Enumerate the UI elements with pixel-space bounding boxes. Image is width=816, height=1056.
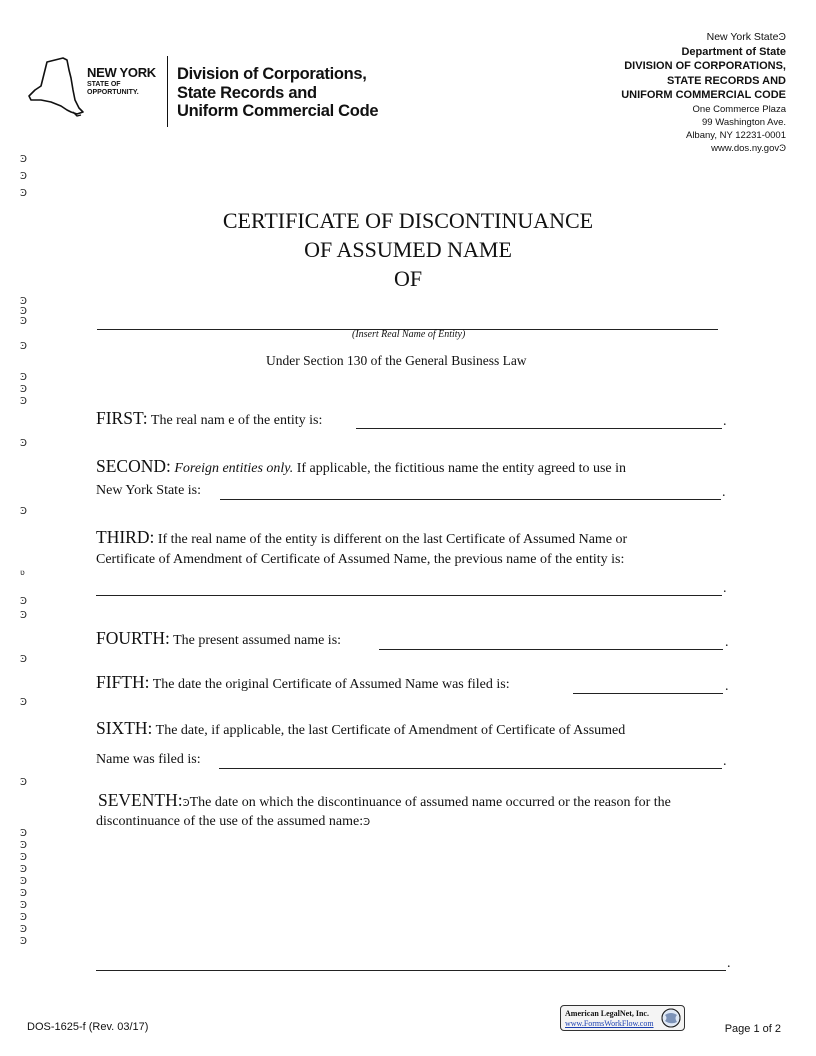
return-mark: Ͽ	[20, 900, 28, 911]
return-mark: Ͽ	[20, 912, 28, 923]
statute-reference: Under Section 130 of the General Business Law	[266, 353, 527, 368]
return-mark: Ͽ	[20, 654, 28, 665]
section-seventh	[98, 790, 671, 811]
return-mark: Ͽ	[20, 438, 28, 449]
section-first	[96, 408, 322, 429]
header-divider	[167, 56, 168, 127]
fourth-period: .	[725, 635, 729, 650]
small-mark: ʋ	[20, 568, 25, 577]
globe-icon	[661, 1008, 681, 1028]
return-mark: Ͽ	[363, 817, 371, 828]
return-mark: Ͽ	[20, 188, 28, 199]
address-street-1: One Commerce Plaza	[692, 103, 786, 115]
return-mark: Ͽ	[20, 852, 28, 863]
previous-name-field[interactable]	[96, 595, 722, 596]
amendment-filing-date-field[interactable]	[219, 768, 722, 769]
seventh-text-2-wrap	[96, 814, 370, 830]
document-title-line-2: OF ASSUMED NAME	[304, 237, 512, 262]
first-text: The real nam e of the entity is:	[150, 413, 323, 428]
return-mark: Ͽ	[20, 316, 28, 327]
address-dept: Department of State	[681, 45, 786, 58]
seventh-label: SEVENTH:	[98, 790, 183, 810]
logo-tagline-1: STATE OF	[87, 81, 121, 88]
seventh-text: The date on which the discontinuance of assumed name occurred or the reason for the	[189, 795, 671, 810]
badge-company: American LegalNet, Inc.	[565, 1009, 649, 1018]
legalnet-badge[interactable]	[560, 1005, 685, 1031]
fifth-label: FIFTH:	[96, 672, 150, 692]
sixth-label: SIXTH:	[96, 718, 153, 738]
return-mark: Ͽ	[20, 864, 28, 875]
document-title-line-1: CERTIFICATE OF DISCONTINUANCE	[222, 208, 594, 233]
address-line-1: DIVISION OF CORPORATIONS,	[624, 60, 786, 72]
address-state: New York State	[706, 31, 779, 43]
fifth-text: The date the original Certificate of Assumed Name was filed is:	[152, 677, 510, 692]
division-name	[177, 65, 378, 121]
return-mark: Ͽ	[778, 31, 786, 43]
section-fifth	[96, 672, 510, 693]
return-mark: Ͽ	[20, 888, 28, 899]
return-mark: Ͽ	[20, 936, 28, 947]
return-mark: Ͽ	[20, 341, 28, 352]
return-mark: Ͽ	[20, 154, 28, 165]
division-line-2: State Records and	[177, 83, 317, 102]
division-line-1: Division of Corporations,	[177, 65, 367, 83]
section-fourth	[96, 628, 341, 649]
section-second	[96, 456, 626, 477]
third-label: THIRD:	[96, 527, 155, 547]
real-name-field[interactable]	[356, 428, 722, 429]
return-mark: Ͽ	[20, 171, 28, 182]
second-label: SECOND:	[96, 456, 171, 476]
original-filing-date-field[interactable]	[573, 693, 723, 694]
second-text: If applicable, the fictitious name the entity agreed to use in	[296, 461, 627, 476]
section-sixth	[96, 718, 625, 739]
badge-url[interactable]: www.FormsWorkFlow.com	[565, 1019, 654, 1028]
section-third	[96, 527, 627, 548]
return-mark: Ͽ	[20, 396, 28, 407]
return-mark: Ͽ	[20, 840, 28, 851]
third-period: .	[723, 581, 727, 596]
return-mark: Ͽ	[20, 924, 28, 935]
fourth-text: The present assumed name is:	[173, 633, 342, 648]
document-title-line-3: OF	[393, 266, 423, 291]
page-number: Page 1 of 2	[724, 1023, 781, 1035]
sixth-text: The date, if applicable, the last Certificate of Amendment of Certificate of Assumed	[155, 723, 626, 738]
return-mark: Ͽ	[20, 296, 28, 307]
return-mark: Ͽ	[20, 506, 28, 517]
logo-tagline-2: OPPORTUNITY.	[87, 89, 139, 96]
return-mark: Ͽ	[20, 596, 28, 607]
second-text-2: New York State is:	[96, 483, 202, 498]
entity-name-caption: (Insert Real Name of Entity)	[352, 329, 466, 340]
return-mark: Ͽ	[20, 306, 28, 317]
agency-address	[621, 30, 786, 155]
discontinuance-reason-field[interactable]	[96, 970, 726, 971]
address-line-3: UNIFORM COMMERCIAL CODE	[621, 89, 786, 101]
second-period: .	[722, 485, 726, 500]
logo-new-york: NEW YORK	[87, 65, 156, 80]
return-mark: Ͽ	[20, 876, 28, 887]
seventh-text-2: discontinuance of the use of the assumed name:	[96, 814, 364, 829]
return-mark: Ͽ	[20, 372, 28, 383]
return-mark: Ͽ	[20, 610, 28, 621]
return-mark: Ͽ	[20, 697, 28, 708]
return-mark: Ͽ	[779, 142, 786, 154]
form-id: DOS-1625-f (Rev. 03/17)	[27, 1021, 149, 1033]
return-mark: Ͽ	[20, 777, 28, 788]
first-label: FIRST:	[96, 408, 148, 428]
address-street-2: 99 Washington Ave.	[702, 116, 786, 128]
address-city: Albany, NY 12231-0001	[685, 129, 786, 141]
third-text-2: Certificate of Amendment of Certificate of Assumed Name, the previous name of the entity is:	[96, 552, 625, 567]
third-text: If the real name of the entity is different on the last Certificate of Assumed Name or	[157, 532, 628, 547]
fourth-label: FOURTH:	[96, 628, 170, 648]
sixth-text-2: Name was filed is:	[96, 752, 201, 767]
return-mark: Ͽ	[20, 384, 28, 395]
seventh-period: .	[727, 956, 731, 971]
fictitious-name-field[interactable]	[220, 499, 721, 500]
second-italic: Foreign entities only.	[174, 461, 294, 476]
present-assumed-name-field[interactable]	[379, 649, 723, 650]
address-website[interactable]: www.dos.ny.gov	[711, 142, 780, 154]
new-york-state-outline-icon	[27, 56, 85, 120]
address-line-2: STATE RECORDS AND	[667, 74, 786, 87]
logo-tagline	[87, 81, 139, 97]
sixth-period: .	[723, 754, 727, 769]
division-line-3: Uniform Commercial Code	[177, 102, 379, 120]
return-mark: Ͽ	[182, 798, 190, 809]
return-mark: Ͽ	[20, 828, 28, 839]
fifth-period: .	[725, 679, 729, 694]
first-period: .	[723, 414, 727, 429]
